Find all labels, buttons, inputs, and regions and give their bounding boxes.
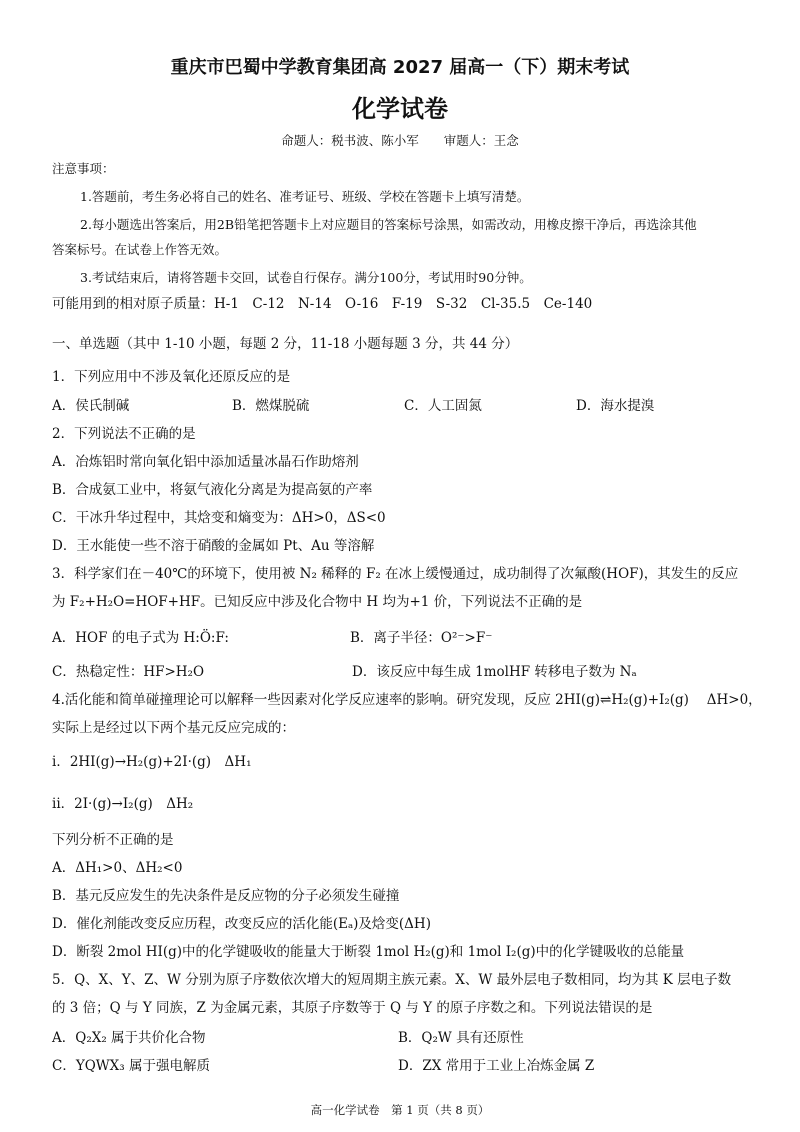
notice-item-3: 3.考试结束后，请将答题卡交回，试卷自行保存。满分100分，考试用时90分钟。 (80, 270, 532, 285)
q2-option-c: C．干冰升华过程中，其焓变和熵变为：ΔH>0，ΔS<0 (52, 510, 386, 526)
question-4-stem: 4.活化能和简单碰撞理论可以解释一些因素对化学反应速率的影响。研究发现，反应 2HI(g)⇌H₂(g)+I₂(g) ΔH>0， (52, 692, 762, 708)
question-4-stem-cont: 实际上是经过以下两个基元反应完成的： (52, 720, 295, 736)
notice-item-2-cont: 答案标号。在试卷上作答无效。 (52, 242, 228, 257)
q3-option-a: A．HOF 的电子式为 H:Ö:F: (52, 630, 229, 646)
atomic-masses: 可能用到的相对原子质量：H-1 C-12 N-14 O-16 F-19 S-32 Cl-35.5 Ce-140 (52, 296, 593, 312)
q2-option-a: A．冶炼铝时常向氧化铝中添加适量冰晶石作助熔剂 (52, 454, 359, 470)
q2-option-d: D．王水能使一些不溶于硝酸的金属如 Pt、Au 等溶解 (52, 538, 375, 554)
q4-option-c: D．催化剂能改变反应历程，改变反应的活化能(Eₐ)及焓变(ΔH) (52, 916, 431, 932)
q4-prompt: 下列分析不正确的是 (52, 832, 174, 848)
page-footer: 高一化学试卷 第 1 页（共 8 页） (310, 1103, 490, 1117)
exam-title: 重庆市巴蜀中学教育集团高 2027 届高一（下）期末考试 (170, 57, 630, 78)
q1-option-a: A．侯氏制碱 (52, 398, 130, 414)
question-3-stem: 3．科学家们在－40℃的环境下，使用被 N₂ 稀释的 F₂ 在冰上缓慢通过，成功制得了次氟酸(HOF)，其发生的反应 (52, 566, 739, 582)
q3-option-d: D．该反应中每生成 1molHF 转移电子数为 Nₐ (352, 664, 637, 680)
q3-option-c: C．热稳定性：HF>H₂O (52, 664, 205, 680)
q1-option-b: B．燃煤脱硫 (232, 398, 310, 414)
q5-option-a: A．Q₂X₂ 属于共价化合物 (52, 1030, 206, 1046)
notice-heading: 注意事项： (52, 161, 115, 176)
q5-option-b: B．Q₂W 具有还原性 (398, 1030, 524, 1046)
notice-item-2: 2.每小题选出答案后，用2B铅笔把答题卡上对应题目的答案标号涂黑，如需改动，用橡皮擦干净后，再选涂其他 (80, 217, 697, 232)
question-5-stem-cont: 的 3 倍；Q 与 Y 同族，Z 为金属元素，其原子序数等于 Q 与 Y 的原子序数之和。下列说法错误的是 (52, 1000, 653, 1016)
q4-elementary-step-1: i．2HI(g)→H₂(g)+2I·(g) ΔH₁ (52, 754, 252, 770)
q1-option-c: C．人工固氮 (404, 398, 482, 414)
question-3-stem-cont: 为 F₂+H₂O=HOF+HF。已知反应中涉及化合物中 H 均为+1 价，下列说法不正确的是 (52, 594, 583, 610)
q1-option-d: D．海水提溴 (576, 398, 655, 414)
q5-option-c: C．YQWX₃ 属于强电解质 (52, 1058, 210, 1074)
q2-option-b: B．合成氨工业中，将氨气液化分离是为提高氨的产率 (52, 482, 373, 498)
section-heading: 一、单选题（其中 1-10 小题，每题 2 分，11-18 小题每题 3 分，共 44 分） (52, 336, 519, 352)
question-1-stem: 1．下列应用中不涉及氧化还原反应的是 (52, 369, 291, 385)
q4-option-b: B．基元反应发生的先决条件是反应物的分子必须发生碰撞 (52, 888, 400, 904)
q4-elementary-step-2: ii．2I·(g)→I₂(g) ΔH₂ (52, 796, 194, 812)
question-2-stem: 2．下列说法不正确的是 (52, 426, 196, 442)
notice-item-1: 1.答题前，考生务必将自己的姓名、准考证号、班级、学校在答题卡上填写清楚。 (80, 189, 530, 204)
q5-option-d: D．ZX 常用于工业上冶炼金属 Z (398, 1058, 595, 1074)
question-5-stem: 5．Q、X、Y、Z、W 分别为原子序数依次增大的短周期主族元素。X、W 最外层电子数相同，均为其 K 层电子数 (52, 972, 732, 988)
exam-subtitle: 化学试卷 (352, 95, 448, 123)
authors-line: 命题人：税书波、陈小军 审题人：王念 (281, 133, 519, 148)
q3-option-b: B．离子半径：O²⁻>F⁻ (350, 630, 493, 646)
q4-option-d: D．断裂 2mol HI(g)中的化学键吸收的能量大于断裂 1mol H₂(g)和 1mol I₂(g)中的化学键吸收的总能量 (52, 944, 685, 960)
q4-option-a: A．ΔH₁>0、ΔH₂<0 (52, 860, 183, 876)
